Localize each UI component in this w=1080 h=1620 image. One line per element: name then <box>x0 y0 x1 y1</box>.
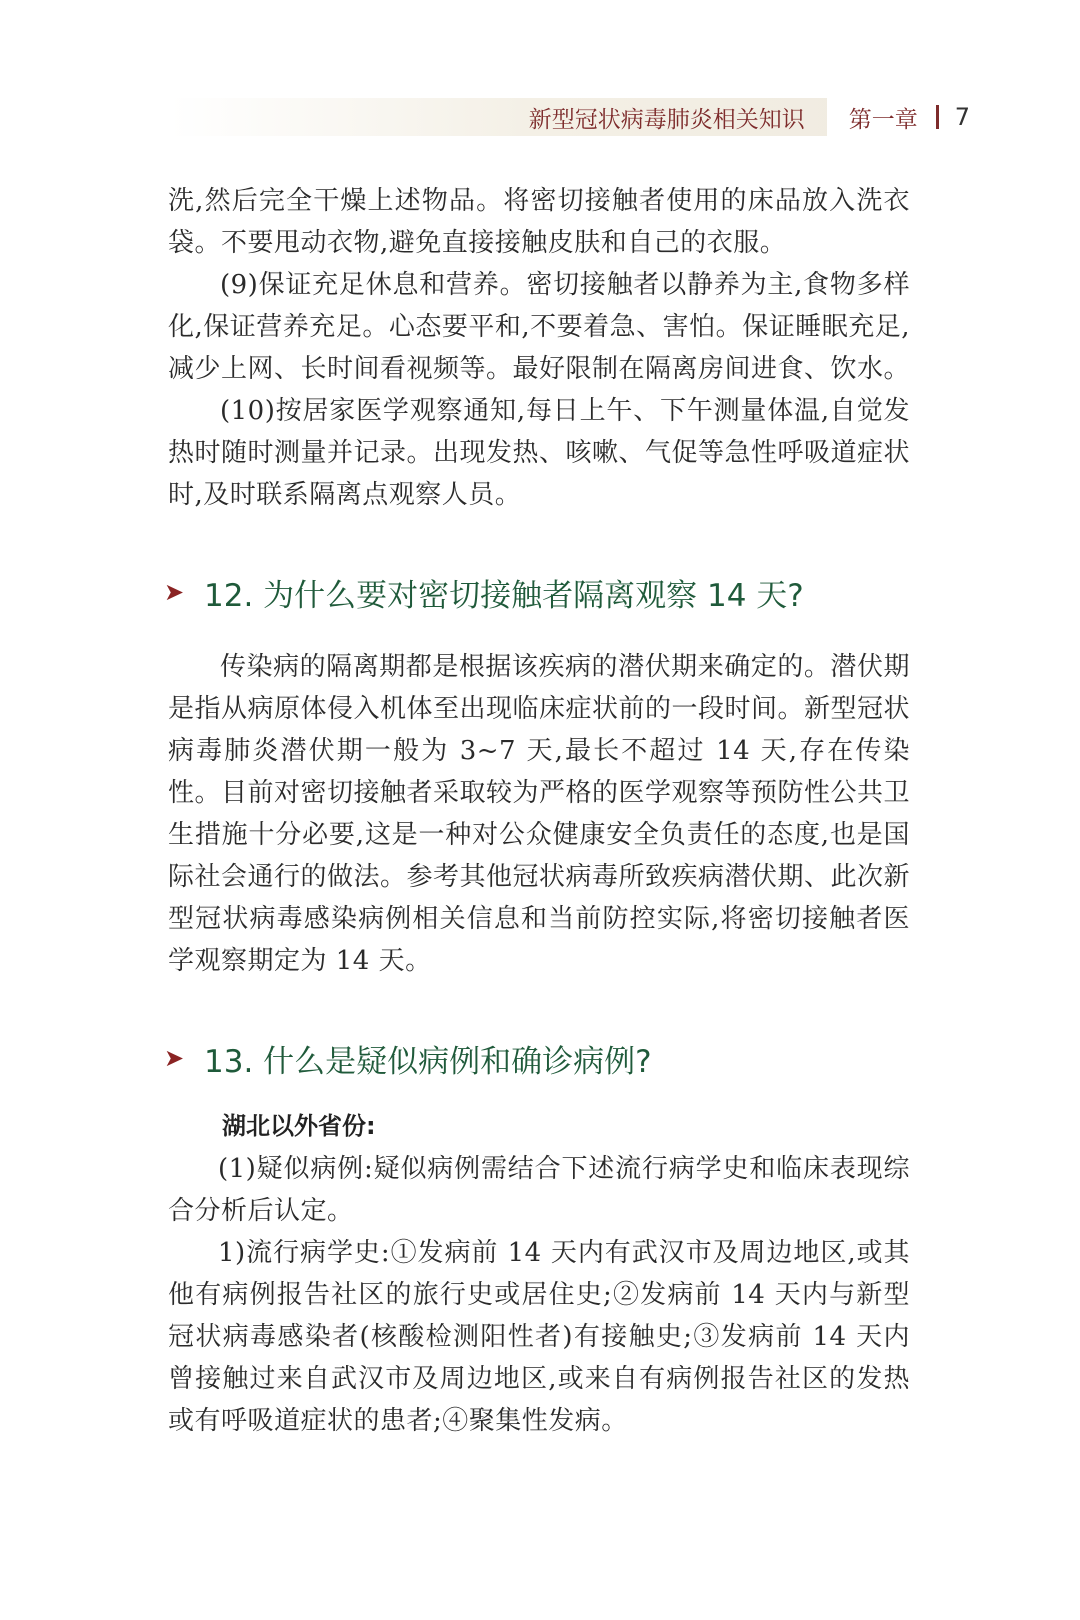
header-book-title: 新型冠状病毒肺炎相关知识 <box>528 106 805 133</box>
question-12-title: 12. 为什么要对密切接触者隔离观察 14 天? <box>204 577 804 614</box>
question-13-heading <box>164 1034 910 1082</box>
paragraph-item-9: (9)保证充足休息和营养。密切接触者以静养为主,食物多样化,保证营养充足。心态要平和,不要着急、害怕。保证睡眠充足,减少上网、长时间看视频等。最好限制在隔离房间进食、饮水。 <box>168 270 911 384</box>
page-content <box>164 180 911 1442</box>
question-12-answer: 传染病的隔离期都是根据该疾病的潜伏期来确定的。潜伏期是指从病原体侵入机体至出现临床症状前的一段时间。新型冠状病毒肺炎潜伏期一般为 3~7 天,最长不超过 14 天,存在传染性。目前对密切接触者采取较为严格的医学观察等预防性公共卫生措施十分必要,这是一种对公众健康安全负责任的态度,也是国际社会通行的做法。参考其他冠状病毒所致疾病潜伏期、此次新型冠状病毒感染病例相关信息和当前防控实际,将密切接触者医学观察期定为 14 天。 <box>168 652 911 976</box>
arrow-bullet-icon: ➤ <box>164 1044 185 1072</box>
paragraph-continued: 洗,然后完全干燥上述物品。将密切接触者使用的床品放入洗衣袋。不要甩动衣物,避免直接接触皮肤和自己的衣服。 <box>168 186 910 258</box>
running-header <box>170 98 970 136</box>
region-subheading: 湖北以外省份: <box>222 1112 376 1140</box>
header-content <box>529 98 970 136</box>
arrow-bullet-icon: ➤ <box>164 578 185 606</box>
page-number: 7 <box>954 103 970 131</box>
header-chapter: 第一章 <box>848 106 918 133</box>
question-13-answer <box>168 1104 910 1442</box>
paragraph-item-10: (10)按居家医学观察通知,每日上午、下午测量体温,自觉发热时随时测量并记录。出现发热、咳嗽、气促等急性呼吸道症状时,及时联系隔离点观察人员。 <box>168 396 911 510</box>
question-13-title: 13. 什么是疑似病例和确诊病例? <box>204 1043 652 1080</box>
header-divider <box>936 105 939 129</box>
epidemiological-history: 1)流行病学史:①发病前 14 天内有武汉市及周边地区,或其他有病例报告社区的旅行史或居住史;②发病前 14 天内与新型冠状病毒感染者(核酸检测阳性者)有接触史;③发病前 14 天内曾接触过来自武汉市及周边地区,或来自有病例报告社区的发热或有呼吸道症状的患者;④聚集性发病。 <box>168 1238 910 1436</box>
suspected-case-definition: (1)疑似病例:疑似病例需结合下述流行病学史和临床表现综合分析后认定。 <box>168 1154 910 1226</box>
question-12-heading <box>164 568 910 616</box>
header-chapter-block <box>827 98 970 136</box>
